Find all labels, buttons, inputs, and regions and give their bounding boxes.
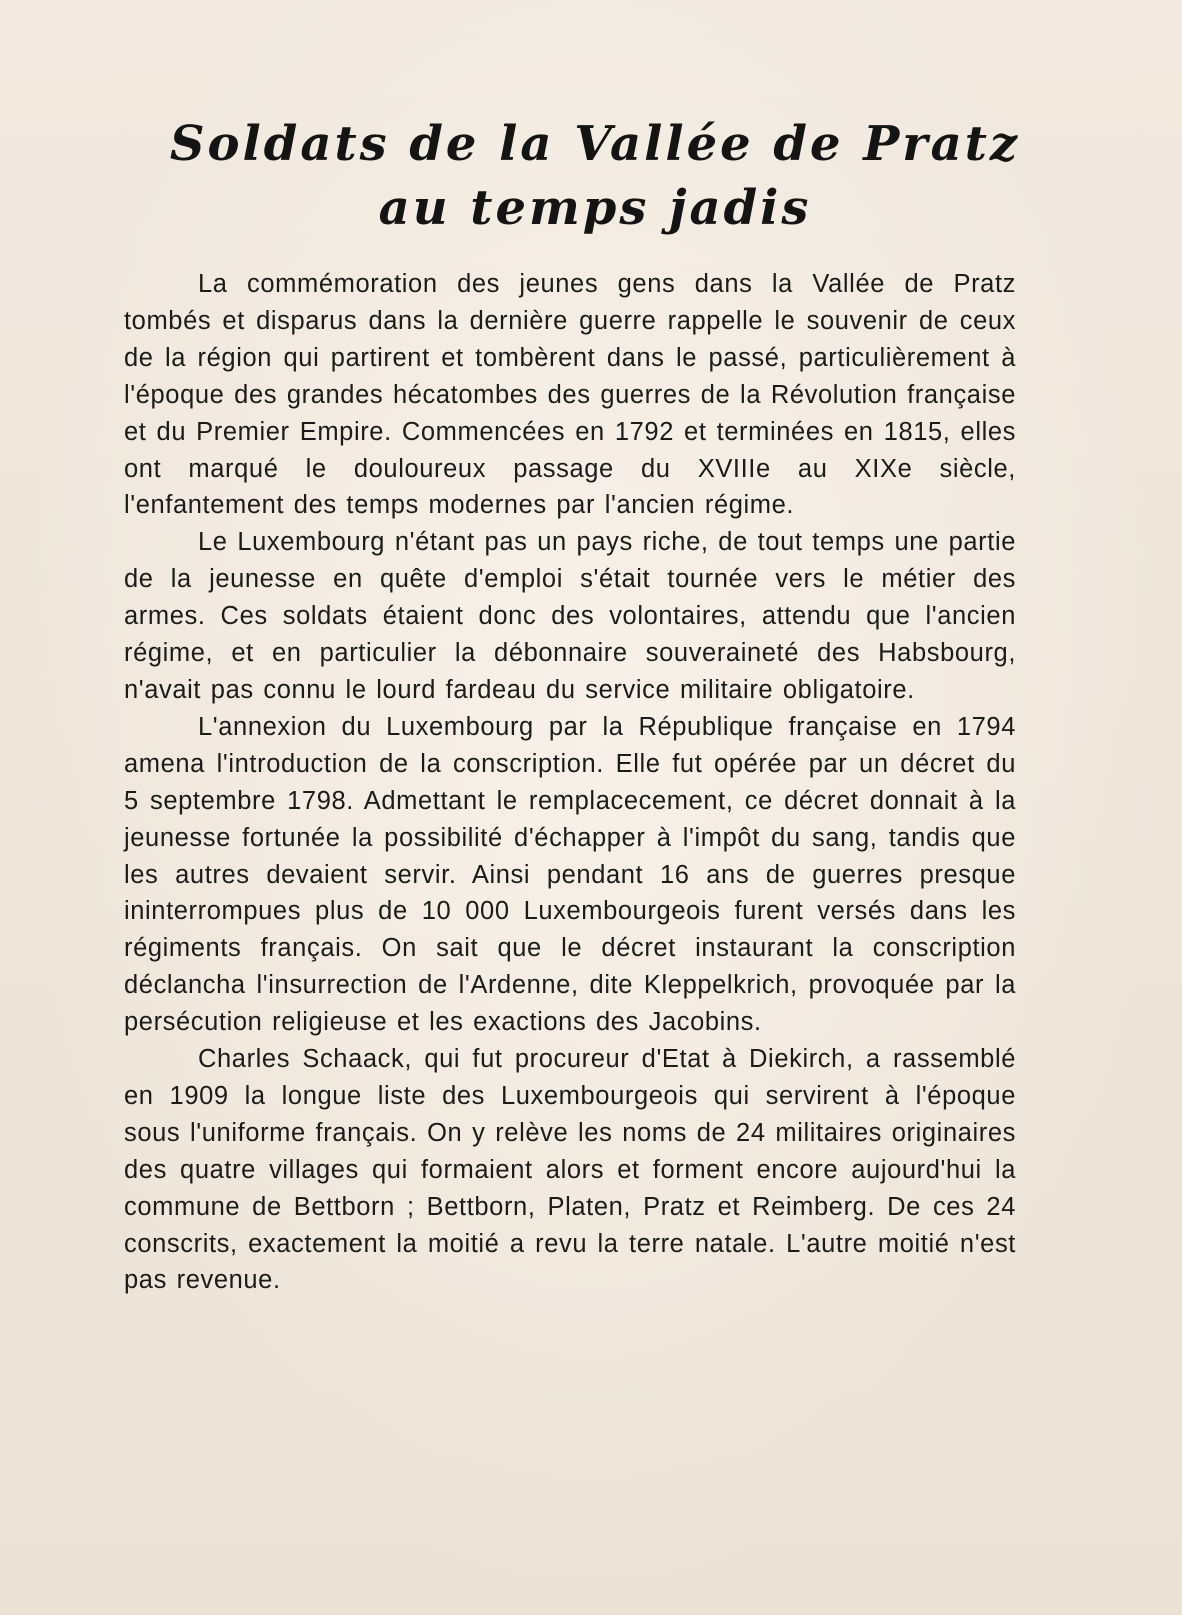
- paragraph-2: Le Luxembourg n'étant pas un pays riche, de tout temps une partie de la jeunesse en quête d'emploi s'était tournée vers le métier des armes. Ces soldats étaient donc des volontaires, attendu que l'ancien régime, et en particulier la débonnaire souveraineté des Habsbourg, n'avait pas connu le lourd fardeau du service militaire obligatoire.: [124, 528, 1016, 704]
- article-body: [124, 266, 1016, 1299]
- paragraph-3: L'annexion du Luxembourg par la République française en 1794 amena l'introduction de la conscription. Elle fut opérée par un décret du 5 septembre 1798. Admettant le remplacecement, ce décret donnait à la jeunesse fortunée la possibilité d'échapper à l'impôt du sang, tandis que les autres devaient servir. Ainsi pendant 16 ans de guerres presque ininterrompues plus de 10 000 Luxembourgeois furent versés dans les régiments français. On sait que le décret instaurant la conscription déclancha l'insurrection de l'Ardenne, dite Kleppelkrich, provoquée par la persécution religieuse et les exactions des Jacobins.: [124, 712, 1016, 1037]
- paragraph-4: Charles Schaack, qui fut procureur d'Etat à Diekirch, a rassemblé en 1909 la longue liste des Luxembourgeois qui servirent à l'époque sous l'uniforme français. On y relève les noms de 24 militaires originaires des quatre villages qui formaient alors et forment encore aujourd'hui la commune de Bettborn ; Bettborn, Platen, Pratz et Reimberg. De ces 24 conscrits, exactement la moitié a revu la terre natale. L'autre moitié n'est pas revenue.: [124, 1045, 1016, 1295]
- document-title: [100, 112, 1090, 240]
- paragraph-1: La commémoration des jeunes gens dans la Vallée de Pratz tombés et disparus dans la dernière guerre rappelle le souvenir de ceux de la région qui partirent et tombèrent dans le passé, particulièrement à l'époque des grandes hécatombes des guerres de la Révolution française et du Premier Empire. Commencées en 1792 et terminées en 1815, elles ont marqué le douloureux passage du XVIIIe au XIXe siècle, l'enfantement des temps modernes par l'ancien régime.: [124, 270, 1016, 520]
- title-line-1: Soldats de la Vallée de Pratz: [169, 116, 1021, 172]
- title-line-2: au temps jadis: [378, 180, 812, 236]
